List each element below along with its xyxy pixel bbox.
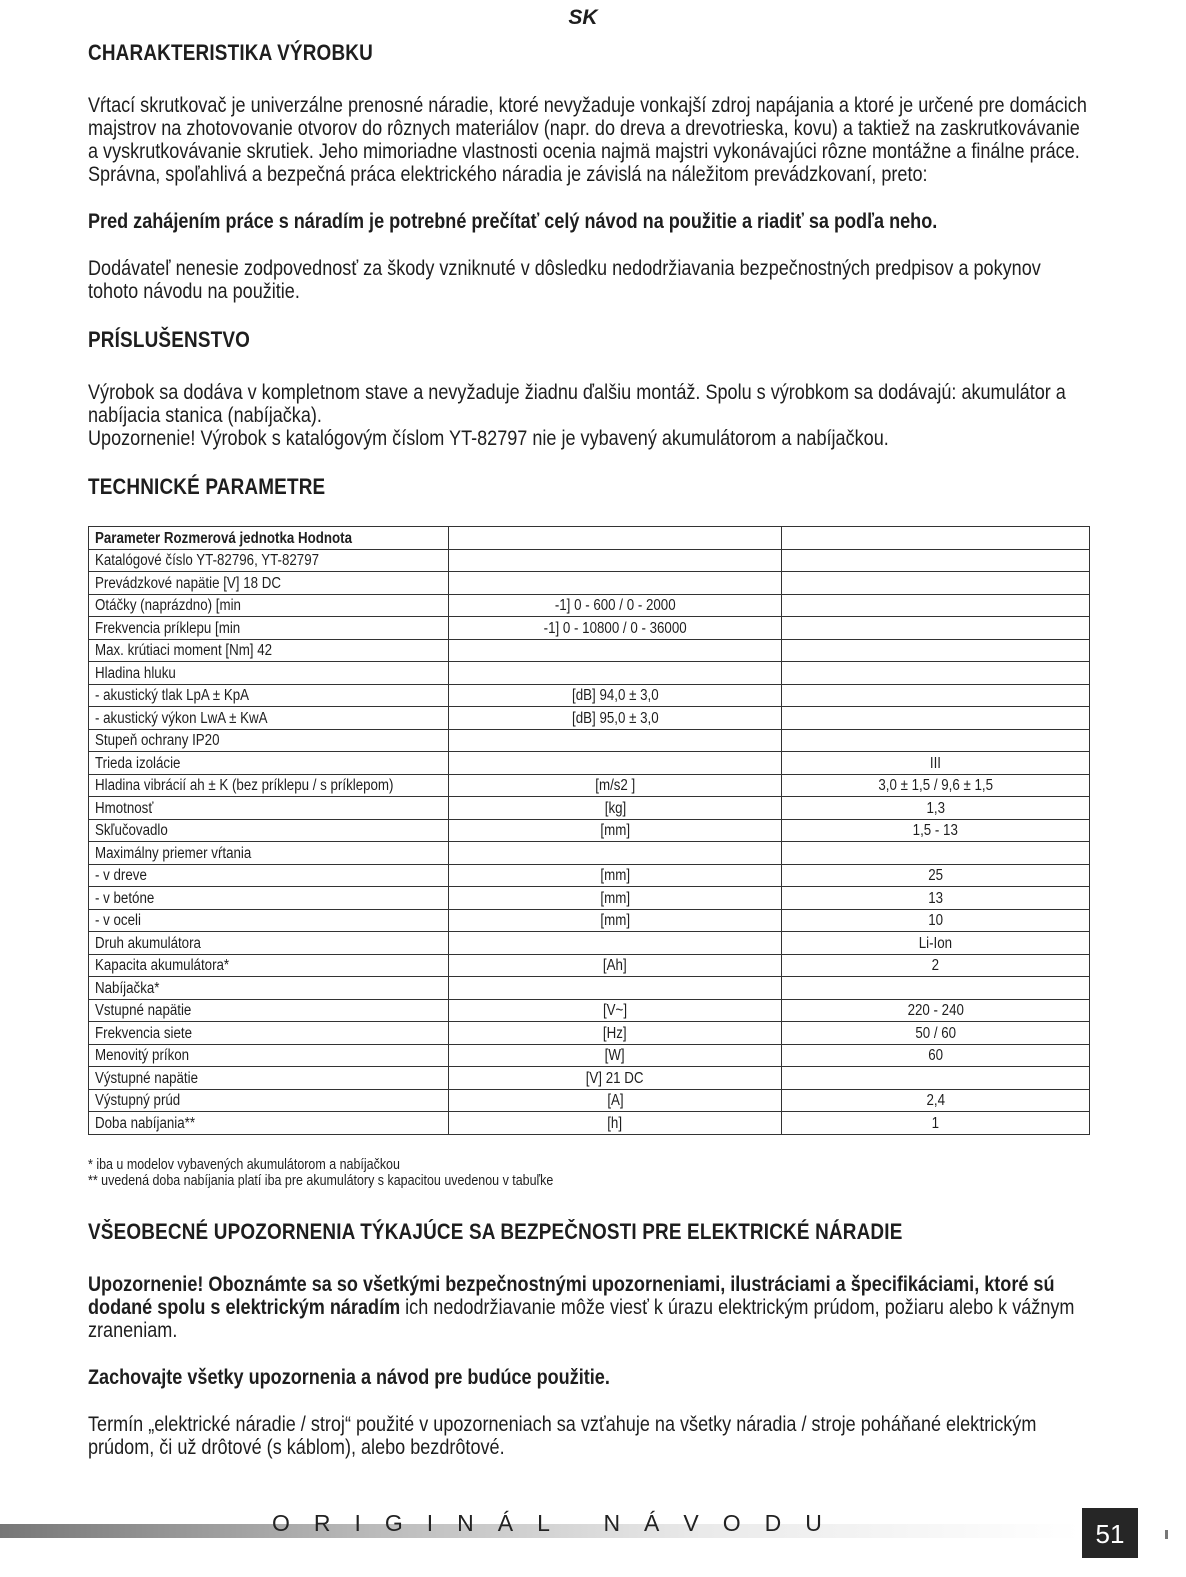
section-title-safety: VŠEOBECNÉ UPOZORNENIA TÝKAJÚCE SA BEZPEČNOSTI PRE ELEKTRICKÉ NÁRADIE bbox=[88, 1218, 903, 1244]
table-cell bbox=[782, 549, 1090, 572]
cell-text: -1] 0 - 10800 / 0 - 36000 bbox=[543, 619, 687, 637]
cell-text: [m/s2 ] bbox=[595, 777, 636, 794]
table-row bbox=[89, 954, 1090, 977]
table-cell bbox=[449, 797, 782, 820]
table-cell bbox=[449, 819, 782, 842]
table-cell bbox=[89, 639, 449, 662]
table-cell bbox=[449, 1067, 782, 1090]
technical-parameters-table bbox=[88, 526, 1090, 1135]
table-cell bbox=[782, 887, 1090, 910]
table-cell bbox=[782, 1022, 1090, 1045]
cell-text: Nabíjačka* bbox=[95, 979, 160, 997]
table-cell bbox=[782, 774, 1090, 797]
table-cell bbox=[782, 572, 1090, 595]
cell-text: 2,4 bbox=[926, 1092, 945, 1109]
cell-text: [A] bbox=[606, 1092, 624, 1109]
paragraph-safety-warning bbox=[88, 1273, 1090, 1342]
table-cell bbox=[449, 729, 782, 752]
table-cell bbox=[89, 549, 449, 572]
cell-text: 1,3 bbox=[926, 799, 945, 817]
cell-text: [Hz] bbox=[603, 1024, 627, 1042]
cell-text: Výstupný prúd bbox=[95, 1092, 181, 1109]
table-cell bbox=[89, 752, 449, 775]
table-cell bbox=[782, 617, 1090, 640]
cell-text: Li-Ion bbox=[918, 934, 953, 952]
table-row bbox=[89, 1112, 1090, 1135]
cell-text: [mm] bbox=[600, 867, 630, 884]
table-cell bbox=[89, 572, 449, 595]
footer-title: ORIGINÁL NÁVODU bbox=[272, 1510, 846, 1536]
table-cell bbox=[449, 527, 782, 550]
table-row bbox=[89, 864, 1090, 887]
table-cell bbox=[782, 932, 1090, 955]
footnote-1: * iba u modelov vybavených akumulátorom a nabíjačkou bbox=[88, 1156, 400, 1173]
table-cell bbox=[449, 594, 782, 617]
cell-text: [mm] bbox=[600, 889, 630, 907]
table-cell bbox=[89, 594, 449, 617]
cell-text: [V~] bbox=[603, 1002, 628, 1019]
cell-text: 13 bbox=[928, 889, 943, 907]
table-row bbox=[89, 932, 1090, 955]
cell-text: [mm] bbox=[600, 912, 630, 929]
table-cell bbox=[449, 752, 782, 775]
table-cell bbox=[449, 617, 782, 640]
cell-text: - v betóne bbox=[95, 889, 155, 907]
table-row bbox=[89, 662, 1090, 685]
table-cell bbox=[449, 909, 782, 932]
cell-text: 3,0 ± 1,5 / 9,6 ± 1,5 bbox=[878, 777, 993, 794]
cell-text: Hladina hluku bbox=[95, 664, 176, 682]
cell-text: Výstupné napätie bbox=[95, 1069, 199, 1087]
footer-tick bbox=[1165, 1530, 1168, 1539]
table-cell bbox=[782, 1067, 1090, 1090]
table-cell bbox=[449, 999, 782, 1022]
table-row bbox=[89, 909, 1090, 932]
table-cell bbox=[449, 977, 782, 1000]
table-cell bbox=[782, 684, 1090, 707]
table-row bbox=[89, 1067, 1090, 1090]
table-cell bbox=[449, 1022, 782, 1045]
cell-text: 1 bbox=[931, 1114, 940, 1132]
section-title-characteristics: CHARAKTERISTIKA VÝROBKU bbox=[88, 40, 373, 65]
table-row bbox=[89, 774, 1090, 797]
table-cell bbox=[89, 842, 449, 865]
cell-text: - v dreve bbox=[95, 867, 147, 884]
table-cell bbox=[782, 954, 1090, 977]
table-cell bbox=[449, 932, 782, 955]
table-cell bbox=[89, 774, 449, 797]
table-cell bbox=[449, 887, 782, 910]
cell-text: [dB] 95,0 ± 3,0 bbox=[571, 709, 659, 727]
table-row bbox=[89, 752, 1090, 775]
table-cell bbox=[449, 707, 782, 730]
table-row bbox=[89, 797, 1090, 820]
cell-text: [h] bbox=[607, 1114, 623, 1132]
table-row bbox=[89, 549, 1090, 572]
cell-text: 25 bbox=[928, 867, 943, 884]
section-title-technical: TECHNICKÉ PARAMETRE bbox=[88, 474, 326, 499]
table-row bbox=[89, 977, 1090, 1000]
table-cell bbox=[89, 887, 449, 910]
table-row bbox=[89, 1089, 1090, 1112]
table-cell bbox=[782, 707, 1090, 730]
table-cell bbox=[89, 1067, 449, 1090]
paragraph-accessories: Výrobok sa dodáva v kompletnom stave a nevyžaduje žiadnu ďalšiu montáž. Spolu s výrobkom sa dodávajú: akumulátor a nabíjacia stanica (nabíjačka). bbox=[88, 381, 1066, 427]
cell-text: 10 bbox=[928, 912, 943, 929]
table-cell bbox=[782, 819, 1090, 842]
cell-text: Trieda izolácie bbox=[95, 754, 181, 772]
table-row bbox=[89, 842, 1090, 865]
cell-text: - v oceli bbox=[95, 912, 141, 929]
table-row bbox=[89, 594, 1090, 617]
table-row bbox=[89, 729, 1090, 752]
language-code: SK bbox=[568, 6, 598, 29]
table-cell bbox=[89, 1112, 449, 1135]
cell-text: Otáčky (naprázdno) [min bbox=[95, 597, 241, 614]
cell-text: [kg] bbox=[604, 799, 626, 817]
cell-text: 2 bbox=[931, 957, 940, 974]
table-row bbox=[89, 617, 1090, 640]
cell-text: Vstupné napätie bbox=[95, 1002, 192, 1019]
table-cell bbox=[89, 617, 449, 640]
table-cell bbox=[782, 999, 1090, 1022]
table-cell bbox=[89, 819, 449, 842]
table-row bbox=[89, 527, 1090, 550]
cell-text: Druh akumulátora bbox=[95, 934, 201, 952]
cell-text: Stupeň ochrany IP20 bbox=[95, 732, 220, 749]
page-number: 51 bbox=[1082, 1508, 1138, 1558]
cell-text: 220 - 240 bbox=[907, 1002, 964, 1019]
table-cell bbox=[89, 797, 449, 820]
footnote-2: ** uvedená doba nabíjania platí iba pre akumulátory s kapacitou uvedenou v tabuľke bbox=[88, 1172, 554, 1189]
cell-text: Hladina vibrácií ah ± K (bez príklepu / s príklepom) bbox=[95, 777, 394, 794]
table-cell bbox=[89, 684, 449, 707]
table-cell bbox=[89, 864, 449, 887]
table-cell bbox=[89, 999, 449, 1022]
cell-text: Menovitý príkon bbox=[95, 1047, 190, 1064]
table-cell bbox=[89, 1089, 449, 1112]
cell-text: Frekvencia siete bbox=[95, 1024, 193, 1042]
paragraph-intro: Vŕtací skrutkovač je univerzálne prenosné náradie, ktoré nevyžaduje vonkajší zdroj napájania a ktoré je určené pre domácich majstrov na zhotovovanie otvorov do rôznych materiálov (napr. do dreva a drevotrieska, kovu) a taktiež na zaskrutkovávanie a vyskrutkovávanie skrutiek. Jeho mimoriadne vlastnosti ocenia najmä majstri vykonávajúci rôzne montážne a finálne práce. Správna, spoľahlivá a bezpečná práca elektrického náradia je závislá na náležitom prevádzkovaní, preto: bbox=[88, 94, 1087, 186]
cell-text: Maximálny priemer vŕtania bbox=[95, 844, 252, 862]
paragraph-accessories-warning: Upozornenie! Výrobok s katalógovým číslom YT-82797 nie je vybavený akumulátorom a nabíjačkou. bbox=[88, 427, 889, 450]
table-cell bbox=[782, 864, 1090, 887]
table-row bbox=[89, 1044, 1090, 1067]
table-cell bbox=[449, 662, 782, 685]
table-cell bbox=[782, 842, 1090, 865]
table-row bbox=[89, 819, 1090, 842]
table-cell bbox=[449, 1089, 782, 1112]
cell-text: [dB] 94,0 ± 3,0 bbox=[571, 687, 659, 704]
paragraph-keep-instructions: Zachovajte všetky upozornenia a návod pre budúce použitie. bbox=[88, 1365, 610, 1389]
table-footnotes bbox=[88, 1157, 1090, 1189]
table-cell bbox=[89, 1044, 449, 1067]
table-cell bbox=[449, 549, 782, 572]
table-cell bbox=[782, 752, 1090, 775]
paragraph-read-manual: Pred zahájením práce s náradím je potrebné prečítať celý návod na použitie a riadiť sa podľa neho. bbox=[88, 210, 938, 233]
section-title-accessories: PRÍSLUŠENSTVO bbox=[88, 327, 251, 352]
cell-text: Hmotnosť bbox=[95, 799, 154, 817]
table-row bbox=[89, 707, 1090, 730]
safety-warning-bold: Upozornenie! Oboznámte sa so všetkými bezpečnostnými upozorneniami, ilustráciami a špecifikáciami, ktoré sú dodané spolu s elektrickým náradím bbox=[88, 1272, 1055, 1319]
cell-text: Kapacita akumulátora* bbox=[95, 957, 230, 974]
table-cell bbox=[782, 594, 1090, 617]
table-cell bbox=[449, 954, 782, 977]
table-cell bbox=[782, 1044, 1090, 1067]
cell-text: Frekvencia príklepu [min bbox=[95, 619, 241, 637]
table-cell bbox=[89, 729, 449, 752]
table-cell bbox=[449, 639, 782, 662]
cell-text: Doba nabíjania** bbox=[95, 1114, 196, 1132]
table-cell bbox=[89, 1022, 449, 1045]
table-cell bbox=[89, 977, 449, 1000]
cell-text: 1,5 - 13 bbox=[912, 822, 959, 839]
table-cell bbox=[449, 1112, 782, 1135]
table-row bbox=[89, 999, 1090, 1022]
cell-text: [Ah] bbox=[603, 957, 627, 974]
table-row bbox=[89, 887, 1090, 910]
page-content bbox=[88, 40, 1090, 1459]
table-cell bbox=[782, 977, 1090, 1000]
table-row bbox=[89, 572, 1090, 595]
paragraph-liability: Dodávateľ nenesie zodpovednosť za škody vzniknuté v dôsledku nedodržiavania bezpečnostných predpisov a pokynov tohoto návodu na použitie. bbox=[88, 257, 1041, 303]
cell-text: Katalógové číslo YT-82796, YT-82797 bbox=[95, 552, 320, 569]
table-cell bbox=[449, 864, 782, 887]
cell-text: [W] bbox=[605, 1047, 626, 1064]
cell-text: [V] 21 DC bbox=[586, 1069, 644, 1087]
table-row bbox=[89, 639, 1090, 662]
table-row bbox=[89, 684, 1090, 707]
cell-text: 60 bbox=[928, 1047, 943, 1064]
table-cell bbox=[782, 1089, 1090, 1112]
table-cell bbox=[782, 909, 1090, 932]
cell-text: [mm] bbox=[600, 822, 630, 839]
table-cell bbox=[89, 707, 449, 730]
table-cell bbox=[89, 954, 449, 977]
cell-text: III bbox=[929, 754, 942, 772]
table-cell bbox=[89, 527, 449, 550]
table-cell bbox=[89, 932, 449, 955]
table-cell bbox=[449, 774, 782, 797]
table-cell bbox=[89, 909, 449, 932]
cell-text: - akustický tlak LpA ± KpA bbox=[95, 687, 250, 704]
table-cell bbox=[782, 1112, 1090, 1135]
table-cell bbox=[782, 662, 1090, 685]
table-cell bbox=[782, 729, 1090, 752]
table-cell bbox=[782, 639, 1090, 662]
table-cell bbox=[89, 662, 449, 685]
table-cell bbox=[449, 842, 782, 865]
table-row bbox=[89, 1022, 1090, 1045]
cell-text: Prevádzkové napätie [V] 18 DC bbox=[95, 574, 281, 592]
table-cell bbox=[449, 572, 782, 595]
table-cell bbox=[449, 1044, 782, 1067]
cell-text: Max. krútiaci moment [Nm] 42 bbox=[95, 642, 273, 659]
paragraph-term-definition: Termín „elektrické náradie / stroj“ použité v upozorneniach sa vzťahuje na všetky náradia / stroje poháňané elektrickým prúdom, či už drôtové (s káblom), alebo bezdrôtové. bbox=[88, 1412, 1037, 1459]
safety-warning-rest: ich nedodržiavanie môže viesť k úrazu elektrickým prúdom, požiaru alebo k vážnym zraneniam. bbox=[88, 1295, 1075, 1342]
table-cell bbox=[449, 684, 782, 707]
cell-text: - akustický výkon LwA ± KwA bbox=[95, 709, 268, 727]
cell-text: -1] 0 - 600 / 0 - 2000 bbox=[554, 597, 676, 614]
cell-text: Skľučovadlo bbox=[95, 822, 168, 839]
cell-text: 50 / 60 bbox=[915, 1024, 956, 1042]
table-cell bbox=[782, 527, 1090, 550]
table-cell bbox=[782, 797, 1090, 820]
cell-text: Parameter Rozmerová jednotka Hodnota bbox=[95, 529, 353, 547]
